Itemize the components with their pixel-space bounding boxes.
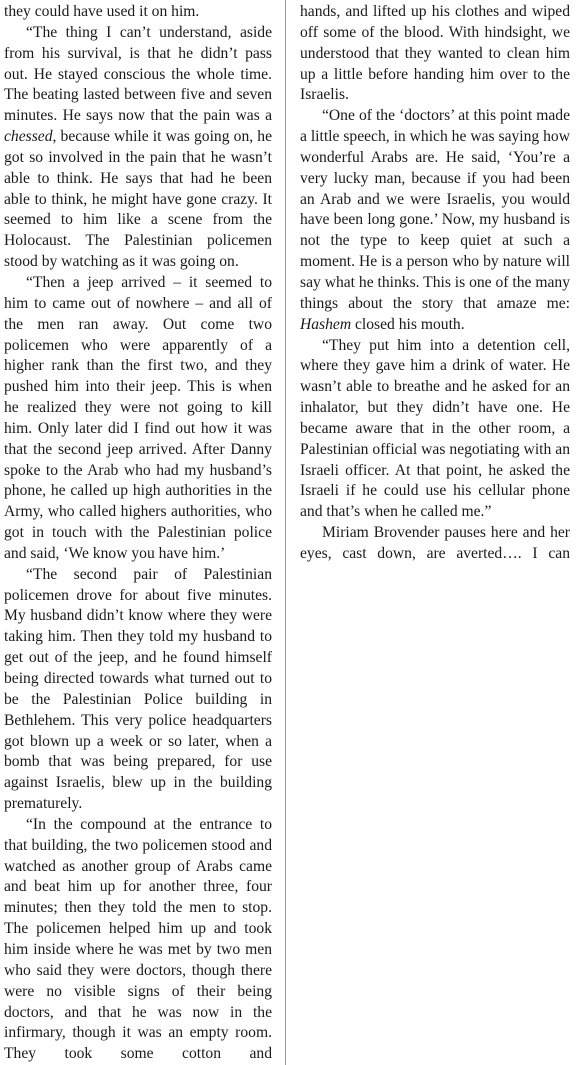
italic-term: Hashem <box>300 315 352 333</box>
paragraph <box>300 523 570 565</box>
paragraph <box>300 106 570 335</box>
paragraph-text: , because while it was going on, he got so involved in the pain that he wasn’t able to think. He says that had he been able to think, he might have gone crazy. It seemed to him like a scene from the Holocaust. The Palestinian policemen stood by watching as it was going on. <box>4 128 272 271</box>
italic-term: chessed <box>4 128 53 146</box>
paragraph <box>4 2 272 23</box>
paragraph-text: “In the compound at the entrance to that building, the two policemen stood and watched as another group of Arabs came and beat him up for another three, four minutes; then they told the men to stop. The policemen helped him up and took him inside where he was met by two men who said they were doctors, though there were no visible signs of their being doctors, and that he was now in the infirmary, though it was an empty room. They took some cotton and <box>4 815 272 1063</box>
paragraph <box>300 336 570 524</box>
paragraph-text: “The thing I can’t understand, aside from his survival, is that he didn’t pass out. He stayed conscious the whole time. The beating lasted between five and seven minutes. He says now that the pain was a <box>4 23 272 125</box>
left-text-column <box>4 2 272 1065</box>
paragraph-text: they could have used it on him. <box>4 3 200 20</box>
paragraph-text: “Then a jeep arrived – it seemed to him to came out of nowhere – and all of the men ran away. Out come two policemen who were apparently of a higher rank than the first two, and they pushed him into their jeep. This is when he realized they were not going to kill him. Only later did I find out how it was that the second jeep arrived. After Danny spoke to the Arab who had my husband’s phone, he called up high authorities in the Army, who called highers authorities, who got in touch with the Palestinian police and said, ‘We know you have him.’ <box>4 273 272 562</box>
paragraph-text: “They put him into a detention cell, where they gave him a drink of water. He wasn’t able to breathe and he asked for an inhalator, but they didn’t have one. He became aware that in the other room, a Palestinian official was negotiating with an Israeli officer. At that point, he asked the Israeli if he could use his cellular phone and that’s when he called me.” <box>300 336 570 521</box>
column-divider <box>285 0 286 1065</box>
paragraph <box>4 273 272 565</box>
paragraph <box>4 23 272 273</box>
paragraph-text: hands, and lifted up his clothes and wiped off some of the blood. With hindsight, we understood that they wanted to clean him up a little before handing him over to the Israelis. <box>300 3 570 104</box>
paragraph <box>4 565 272 815</box>
paragraph-text: closed his mouth. <box>351 315 465 333</box>
paragraph-text: Miriam Brovender pauses here and her eyes, cast down, are averted…. I can <box>300 524 570 562</box>
paragraph <box>300 2 570 106</box>
paragraph <box>4 815 272 1065</box>
right-text-column <box>300 2 570 565</box>
paragraph-text: “One of the ‘doctors’ at this point made a little speech, in which he was saying how wonderful Arabs are. He said, ‘You’re a very lucky man, because if you had been an Arab and we were Israelis, you would have been long gone.’ Now, my husband is not the type to keep quiet at such a moment. He is a person who by nature will say what he thinks. This is one of the many things about the story that amaze me: <box>300 107 570 312</box>
paragraph-text: “The second pair of Palestinian policemen drove for about five minutes. My husband didn’t know where they were taking him. Then they told my husband to get out of the jeep, and he found himself being directed towards what turned out to be the Palestinian Police building in Bethlehem. This very police headquarters got blown up a week or so later, when a bomb that was being prepared, for use against Israelis, blew up in the building prematurely. <box>4 565 272 813</box>
